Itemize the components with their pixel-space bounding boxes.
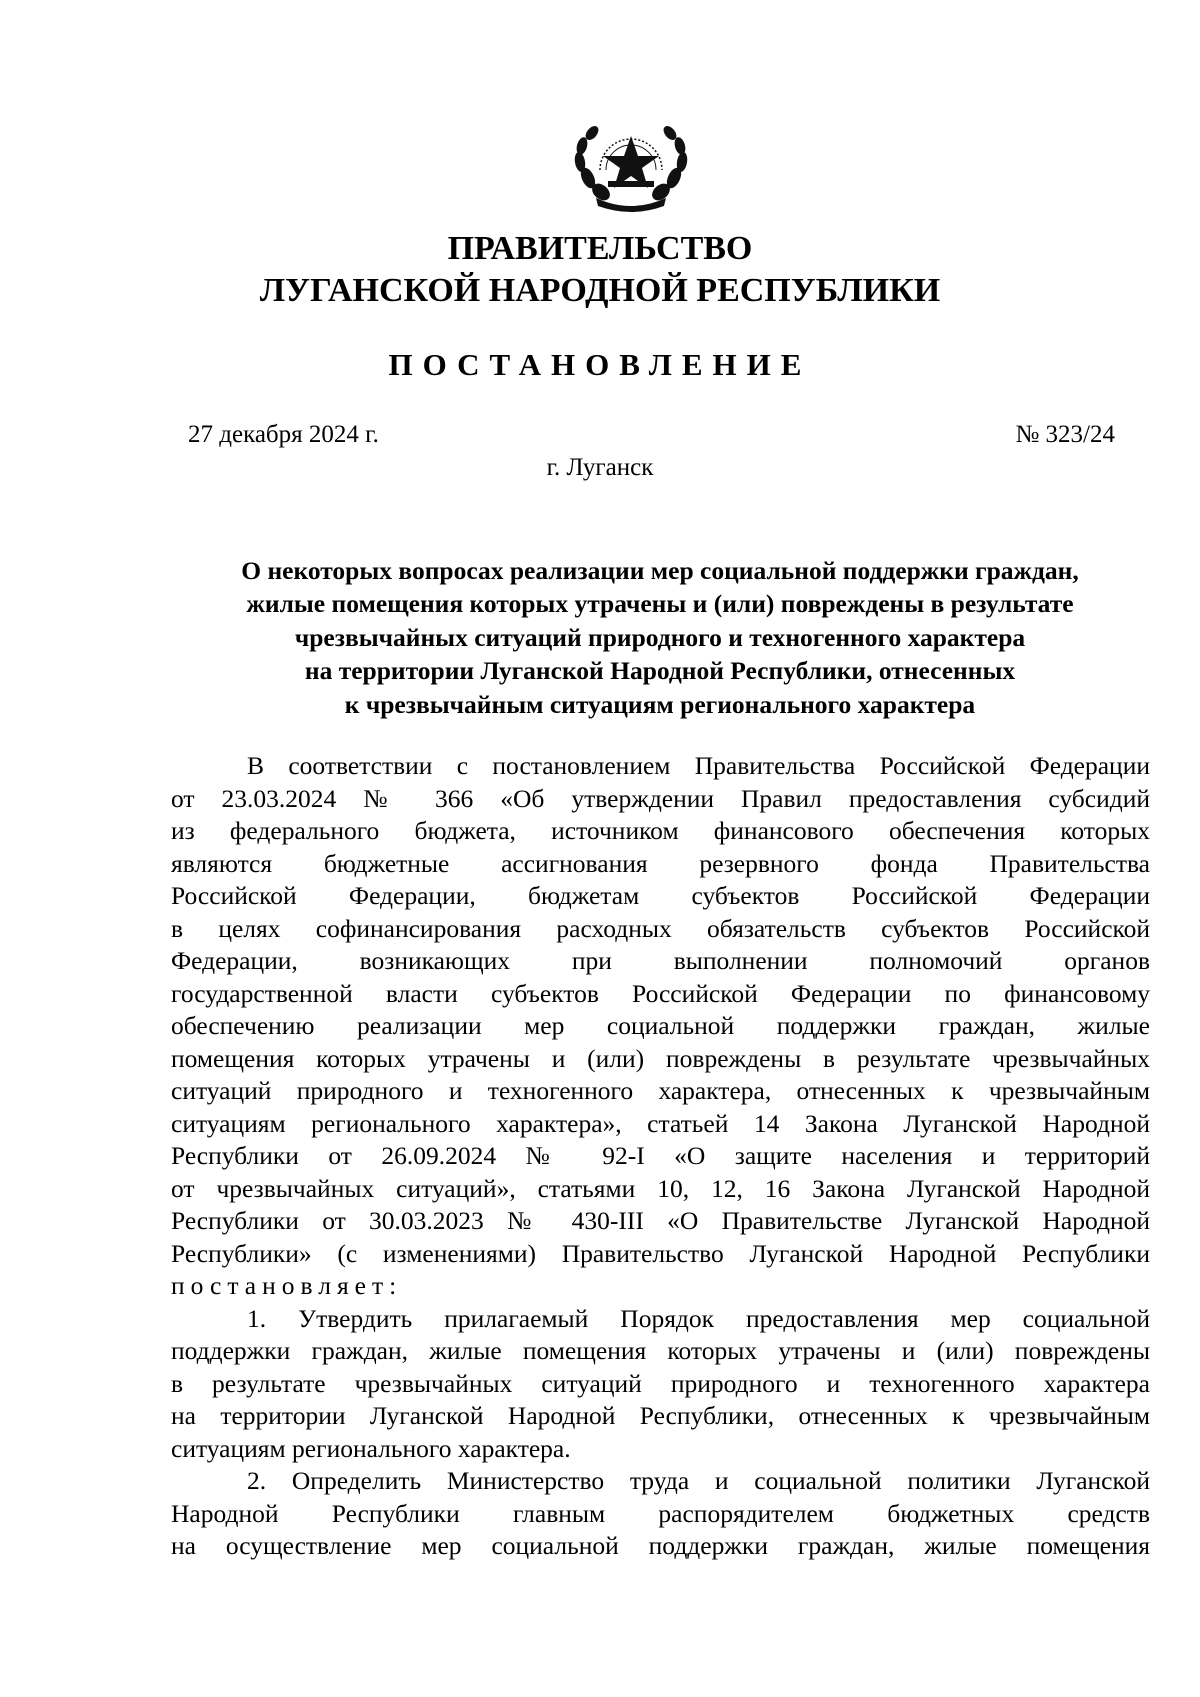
body-line: являются бюджетные ассигнования резервного фонда Правительства [171,848,1150,878]
body-line: Республики от 30.03.2023 № 430-III «О Правительстве Луганской Народной [171,1206,1150,1235]
document-city: г. Луганск [546,454,654,481]
body-line: от 23.03.2024 № 366 «Об утверждении Правил предоставления субсидий [171,783,1150,813]
title-line: О некоторых вопросах реализации мер социальной поддержки граждан, [241,556,1079,585]
body-line: 2. Определить Министерство труда и социальной политики Луганской [247,1466,1150,1495]
preamble-paragraph [171,750,1150,1303]
body-line: от чрезвычайных ситуаций», статьями 10, 12, 16 Закона Луганской Народной [171,1173,1150,1203]
body-line: в результате чрезвычайных ситуаций природного и техногенного характера [171,1368,1150,1398]
body-line: в целях софинансирования расходных обязательств субъектов Российской [171,913,1150,943]
title-line: к чрезвычайным ситуациям регионального характера [344,689,976,719]
government-heading [0,228,1200,312]
state-emblem-icon [566,118,696,216]
body-line: Республики» (с изменениями) Правительство Луганской Народной Республики [171,1238,1150,1268]
body-line: ситуаций природного и техногенного характера, отнесенных к чрезвычайным [171,1076,1150,1105]
body-line: Республики от 26.09.2024 № 92-I «О защите населения и территорий [171,1141,1150,1170]
title-line: на территории Луганской Народной Республики, отнесенных [304,656,1016,686]
body-line: ситуациям регионального характера», статьей 14 Закона Луганской Народной [171,1108,1150,1138]
title-line: жилые помещения которых утрачены и (или) повреждены в результате [246,589,1074,619]
government-line-1: ПРАВИТЕЛЬСТВО [447,230,753,267]
body-line: из федерального бюджета, источником финансового обеспечения которых [171,816,1150,845]
body-line: помещения которых утрачены и (или) повреждены в результате чрезвычайных [171,1043,1150,1073]
document-title [170,554,1150,721]
body-line: Народной Республики главным распорядителем бюджетных средств [171,1498,1150,1528]
body-line: В соответствии с постановлением Правительства Российской Федерации [247,751,1150,780]
body-line: 1. Утвердить прилагаемый Порядок предоставления мер социальной [247,1303,1150,1333]
document-number: № 323/24 [1015,421,1115,448]
body-line: поддержки граждан, жилые помещения которых утрачены и (или) повреждены [171,1336,1150,1365]
document-date: 27 декабря 2024 г. [188,421,379,448]
resolves-word: постановляет: [171,1271,403,1300]
item-2-paragraph [171,1465,1150,1563]
body-line: Российской Федерации, бюджетам субъектов Российской Федерации [171,881,1150,910]
body-line: ситуациям регионального характера. [171,1433,571,1463]
body-line: государственной власти субъектов Российской Федерации по финансовому [171,978,1150,1008]
title-line: чрезвычайных ситуаций природного и техногенного характера [294,622,1026,652]
government-line-2: ЛУГАНСКОЙ НАРОДНОЙ РЕСПУБЛИКИ [259,272,941,309]
body-line: на осуществление мер социальной поддержки граждан, жилые помещения [171,1531,1150,1560]
body-line: обеспечению реализации мер социальной поддержки граждан, жилые [171,1011,1150,1040]
item-1-paragraph [171,1303,1150,1466]
body-line: на территории Луганской Народной Республики, отнесенных к чрезвычайным [171,1401,1150,1430]
document-type: ПОСТАНОВЛЕНИЕ [388,347,812,382]
body-line: Федерации, возникающих при выполнении полномочий органов [171,946,1150,975]
document-body [171,750,1150,1563]
